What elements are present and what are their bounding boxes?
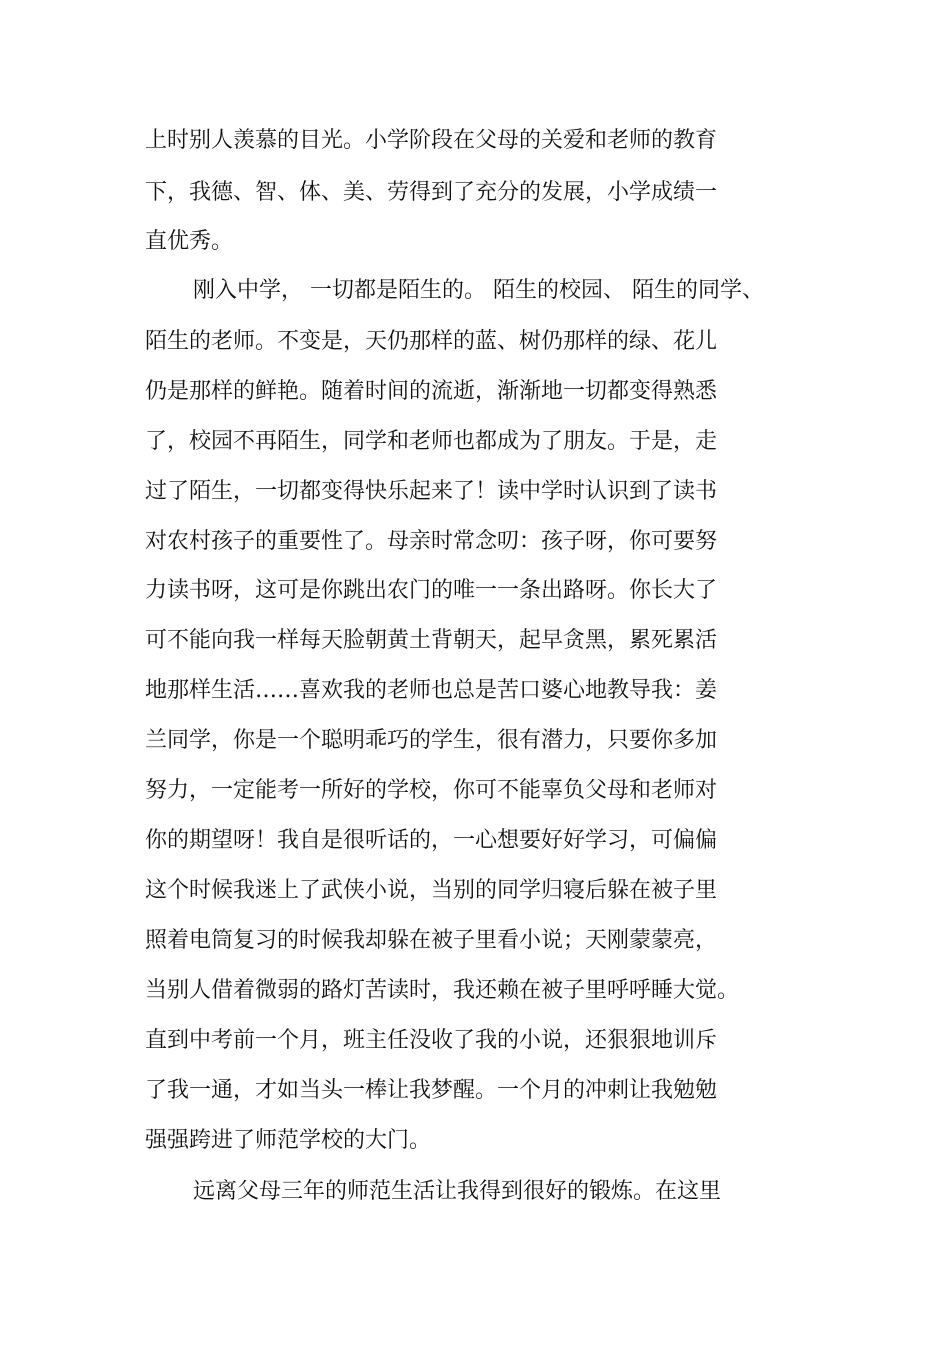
text-line: 兰同学，你是一个聪明乖巧的学生，很有潜力，只要你多加	[145, 728, 718, 753]
text-line: 强强跨进了师范学校的大门。	[145, 1128, 432, 1153]
text-line: 照着电筒复习的时候我却躲在被子里看小说；天刚蒙蒙亮，	[145, 928, 718, 953]
text-line: 陌生的老师。不变是，天仍那样的蓝、树仍那样的绿、花儿	[145, 329, 718, 354]
text-line: 直优秀。	[145, 229, 234, 254]
text-line: 了，校园不再陌生，同学和老师也都成为了朋友。于是，走	[145, 429, 718, 454]
paragraph-start-line: 远离父母三年的师范生活让我得到很好的锻炼。在这里	[193, 1179, 722, 1204]
text-line: 下，我德、智、体、美、劳得到了充分的发展，小学成绩一	[145, 180, 718, 205]
text-line: 力读书呀，这可是你跳出农门的唯一一条出路呀。你长大了	[145, 578, 718, 603]
text-line: 直到中考前一个月，班主任没收了我的小说，还狠狠地训斥	[145, 1028, 718, 1053]
text-line: 上时别人羡慕的目光。小学阶段在父母的关爱和老师的教育	[145, 128, 718, 153]
text-line: 可不能向我一样每天脸朝黄土背朝天，起早贪黑，累死累活	[145, 628, 718, 653]
text-line: 仍是那样的鲜艳。随着时间的流逝，渐渐地一切都变得熟悉	[145, 379, 718, 404]
text-line: 地那样生活……喜欢我的老师也总是苦口婆心地教导我：姜	[145, 678, 718, 703]
paragraph-start-line: 刚入中学， 一切都是陌生的。 陌生的校园、 陌生的同学、	[193, 278, 764, 303]
text-line: 当别人借着微弱的路灯苦读时，我还赖在被子里呼呼睡大觉。	[145, 978, 740, 1003]
text-line: 了我一通，才如当头一棒让我梦醒。一个月的冲刺让我勉勉	[145, 1078, 718, 1103]
text-line: 对农村孩子的重要性了。母亲时常念叨：孩子呀，你可要努	[145, 529, 718, 554]
text-line: 过了陌生，一切都变得快乐起来了！读中学时认识到了读书	[145, 479, 718, 504]
text-line: 你的期望呀！我自是很听话的，一心想要好好学习，可偏偏	[145, 828, 718, 853]
text-line: 这个时候我迷上了武侠小说，当别的同学归寝后躲在被子里	[145, 878, 718, 903]
text-line: 努力，一定能考一所好的学校，你可不能辜负父母和老师对	[145, 778, 718, 803]
